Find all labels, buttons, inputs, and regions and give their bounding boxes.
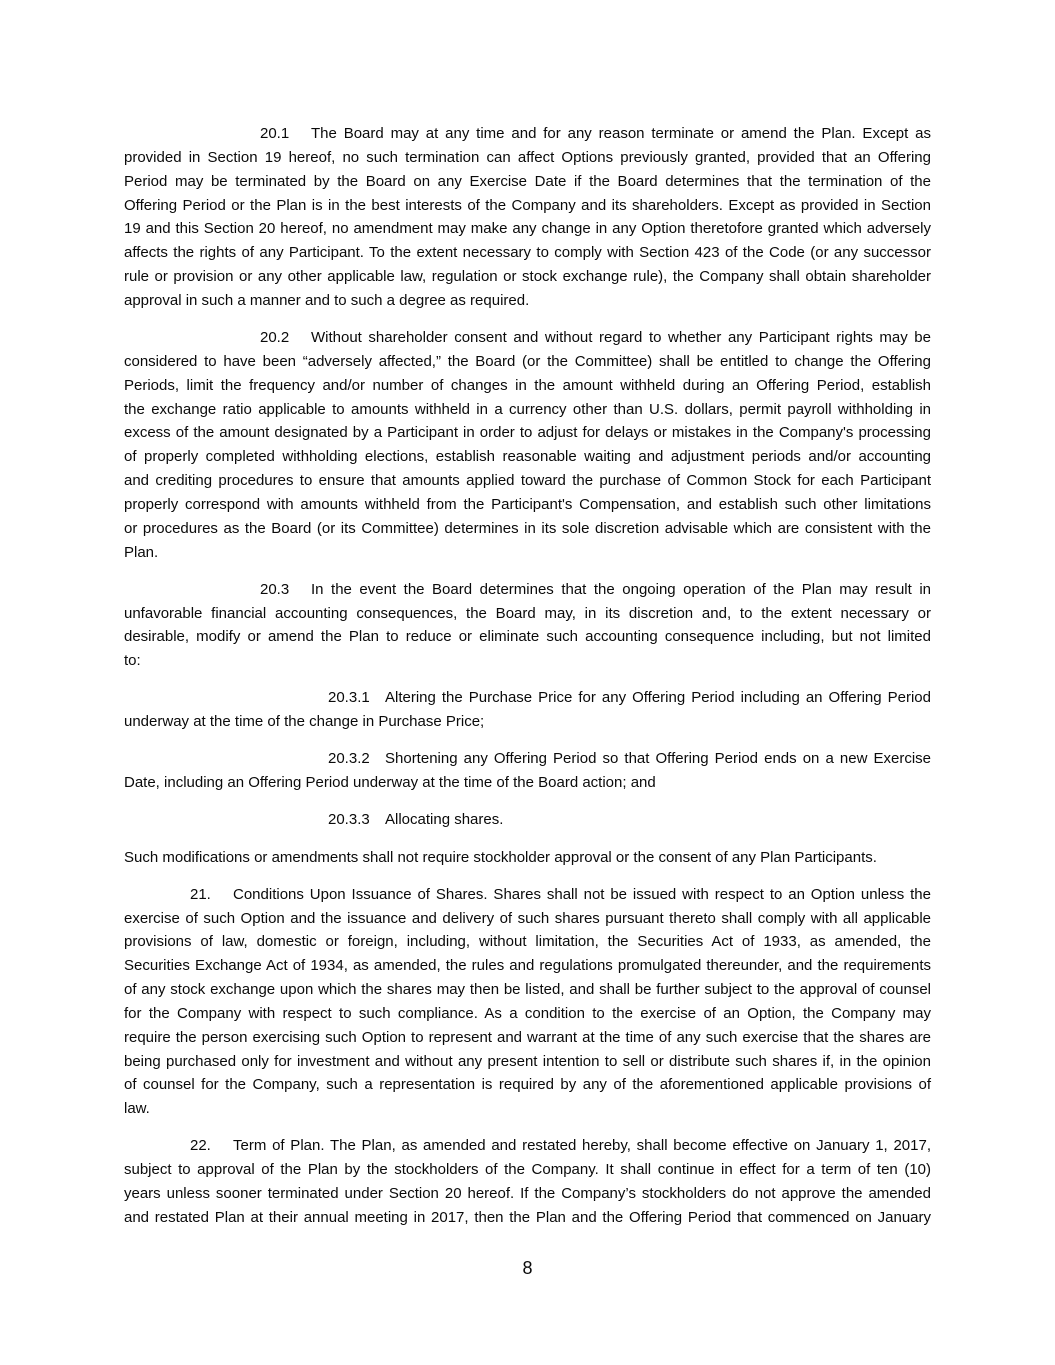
text-line — [124, 978, 931, 1002]
section-number: 20.3.3 — [328, 811, 370, 829]
section-number: 20.3 — [260, 580, 290, 598]
text-line — [124, 846, 931, 870]
line-text: provisions of law, domestic or foreign, including, without limitation, the Securities Act of 1933, as amended, the — [124, 933, 931, 951]
line-text: of properly completed withholding elections, establish reasonable waiting and adjustment periods and/or accounting — [124, 448, 931, 466]
section-number: 20.3.2 — [328, 750, 370, 768]
text-line — [124, 808, 931, 832]
line-text: excess of the amount designated by a Participant in order to adjust for delays or mistakes in the Company's processing — [124, 424, 931, 442]
line-text: of counsel for the Company, such a representation is required by any of the aforementioned applicable provisions of — [124, 1076, 931, 1094]
text-line — [124, 398, 931, 422]
text-line — [124, 602, 931, 626]
text-line — [124, 686, 931, 710]
line-text: Plan. — [124, 543, 159, 561]
text-line — [124, 1158, 931, 1182]
text-line — [124, 1134, 931, 1158]
text-line — [124, 771, 931, 795]
line-text: Such modifications or amendments shall not require stockholder approval or the consent of any Plan Participants. — [124, 848, 877, 866]
line-text: require the person exercising such Option to represent and warrant at the time of any such exercise that the shares are — [124, 1028, 931, 1046]
line-text: Term of Plan. The Plan, as amended and restated hereby, shall become effective on January 1, 2017, — [233, 1137, 931, 1155]
line-text: Allocating shares. — [385, 811, 504, 829]
line-text: exercise of such Option and the issuance and delivery of such shares pursuant thereto shall comply with all applicable — [124, 909, 931, 927]
text-line — [124, 1002, 931, 1026]
text-line — [124, 469, 931, 493]
text-line — [124, 517, 931, 541]
line-text: approval in such a manner and to such a degree as required. — [124, 291, 530, 309]
line-text: Conditions Upon Issuance of Shares. Shares shall not be issued with respect to an Option unless the — [233, 885, 931, 903]
text-line — [124, 710, 931, 734]
section-number: 22. — [190, 1137, 211, 1155]
line-text: The Board may at any time and for any reason terminate or amend the Plan. Except as — [311, 125, 931, 142]
section-20-3-1-paragraph — [124, 686, 931, 734]
text-line — [124, 1026, 931, 1050]
line-text: properly correspond with amounts withheld from the Participant's Compensation, and establish such other limitations — [124, 495, 931, 513]
section-20-2-paragraph — [124, 326, 931, 564]
text-line — [124, 1182, 931, 1206]
text-line — [124, 1206, 931, 1230]
line-text: Without shareholder consent and without regard to whether any Participant rights may be — [311, 329, 931, 347]
line-text: desirable, modify or amend the Plan to reduce or eliminate such accounting consequence including, but not limited — [124, 628, 931, 646]
text-line — [124, 350, 931, 374]
section-22-paragraph — [124, 1134, 931, 1229]
text-line — [124, 241, 931, 265]
text-line — [124, 625, 931, 649]
line-text: and restated Plan at their annual meeting in 2017, then the Plan and the Offering Period that commenced on January — [124, 1208, 931, 1226]
line-text: Offering Period or the Plan is in the best interests of the Company and its shareholders. Except as provided in Section — [124, 196, 931, 214]
line-text: Date, including an Offering Period underway at the time of the Board action; and — [124, 774, 656, 792]
text-line — [124, 265, 931, 289]
section-number: 21. — [190, 885, 211, 903]
closing-paragraph — [124, 846, 931, 870]
line-text: or procedures as the Board (or its Committee) determines in its sole discretion advisable which are consistent with the — [124, 519, 931, 537]
line-text: subject to approval of the Plan by the stockholders of the Company. It shall continue in effect for a term of ten (10) — [124, 1161, 931, 1179]
text-line — [124, 907, 931, 931]
line-text: years unless sooner terminated under Section 20 hereof. If the Company’s stockholders do not approve the amended — [124, 1185, 931, 1203]
section-20-3-3-paragraph — [124, 808, 931, 832]
section-20-3-2-paragraph — [124, 747, 931, 795]
line-text: Altering the Purchase Price for any Offering Period including an Offering Period — [385, 689, 931, 707]
line-text: considered to have been “adversely affected,” the Board (or the Committee) shall be entitled to change the Offering — [124, 352, 931, 370]
line-text: for the Company with respect to such compliance. As a condition to the exercise of an Option, the Company may — [124, 1004, 931, 1022]
text-line — [124, 1050, 931, 1074]
text-line — [124, 930, 931, 954]
line-text: provided in Section 19 hereof, no such termination can affect Options previously granted, provided that an Offering — [124, 148, 931, 166]
line-text: to: — [124, 652, 141, 670]
line-text: Securities Exchange Act of 1934, as amended, the rules and regulations promulgated thereunder, and the requirements — [124, 957, 931, 975]
text-line — [124, 289, 931, 313]
section-21-paragraph — [124, 883, 931, 1121]
section-20-3-paragraph — [124, 578, 931, 673]
text-line — [124, 1073, 931, 1097]
text-line — [124, 954, 931, 978]
text-line — [124, 326, 931, 350]
line-text: Period may be terminated by the Board on any Exercise Date if the Board determines that the termination of the — [124, 172, 931, 190]
line-text: unfavorable financial accounting consequences, the Board may, in its discretion and, to the extent necessary or — [124, 604, 931, 622]
text-line — [124, 374, 931, 398]
text-line — [124, 541, 931, 565]
document-body — [124, 122, 931, 1243]
text-line — [124, 170, 931, 194]
line-text: 19 and this Section 20 hereof, no amendment may make any change in any Option theretofore granted which adversely — [124, 220, 931, 238]
text-line — [124, 194, 931, 218]
line-text: of any stock exchange upon which the shares may then be listed, and shall be further subject to the approval of counsel — [124, 981, 931, 999]
line-text: being purchased only for investment and without any present intention to sell or distribute such shares if, in the opinion — [124, 1052, 931, 1070]
text-line — [124, 747, 931, 771]
line-text: Shortening any Offering Period so that Offering Period ends on a new Exercise — [385, 750, 931, 768]
section-20-1-paragraph — [124, 122, 931, 313]
line-text: underway at the time of the change in Purchase Price; — [124, 713, 485, 731]
text-line — [124, 445, 931, 469]
section-number: 20.3.1 — [328, 689, 370, 707]
line-text: rule or provision or any other applicable law, regulation or stock exchange rule), the Company shall obtain shareholder — [124, 268, 931, 286]
text-line — [124, 578, 931, 602]
text-line — [124, 146, 931, 170]
line-text: the exchange ratio applicable to amounts withheld in a currency other than U.S. dollars, permit payroll withholding in — [124, 400, 931, 418]
text-line — [124, 883, 931, 907]
text-line — [124, 649, 931, 673]
text-line — [124, 217, 931, 241]
page-number: 8 — [522, 1258, 533, 1278]
line-text: In the event the Board determines that the ongoing operation of the Plan may result in — [311, 580, 931, 598]
section-number: 20.2 — [260, 329, 290, 347]
line-text: affects the rights of any Participant. To the extent necessary to comply with Section 423 of the Code (or any successor — [124, 244, 931, 262]
text-line — [124, 1097, 931, 1121]
text-line — [124, 122, 931, 146]
section-number: 20.1 — [260, 125, 290, 142]
text-line — [124, 493, 931, 517]
line-text: and crediting procedures to ensure that amounts applied toward the purchase of Common Stock for each Participant — [124, 472, 931, 490]
line-text: law. — [124, 1100, 150, 1118]
line-text: Periods, limit the frequency and/or number of changes in the amount withheld during an Offering Period, establish — [124, 376, 931, 394]
text-line — [124, 421, 931, 445]
